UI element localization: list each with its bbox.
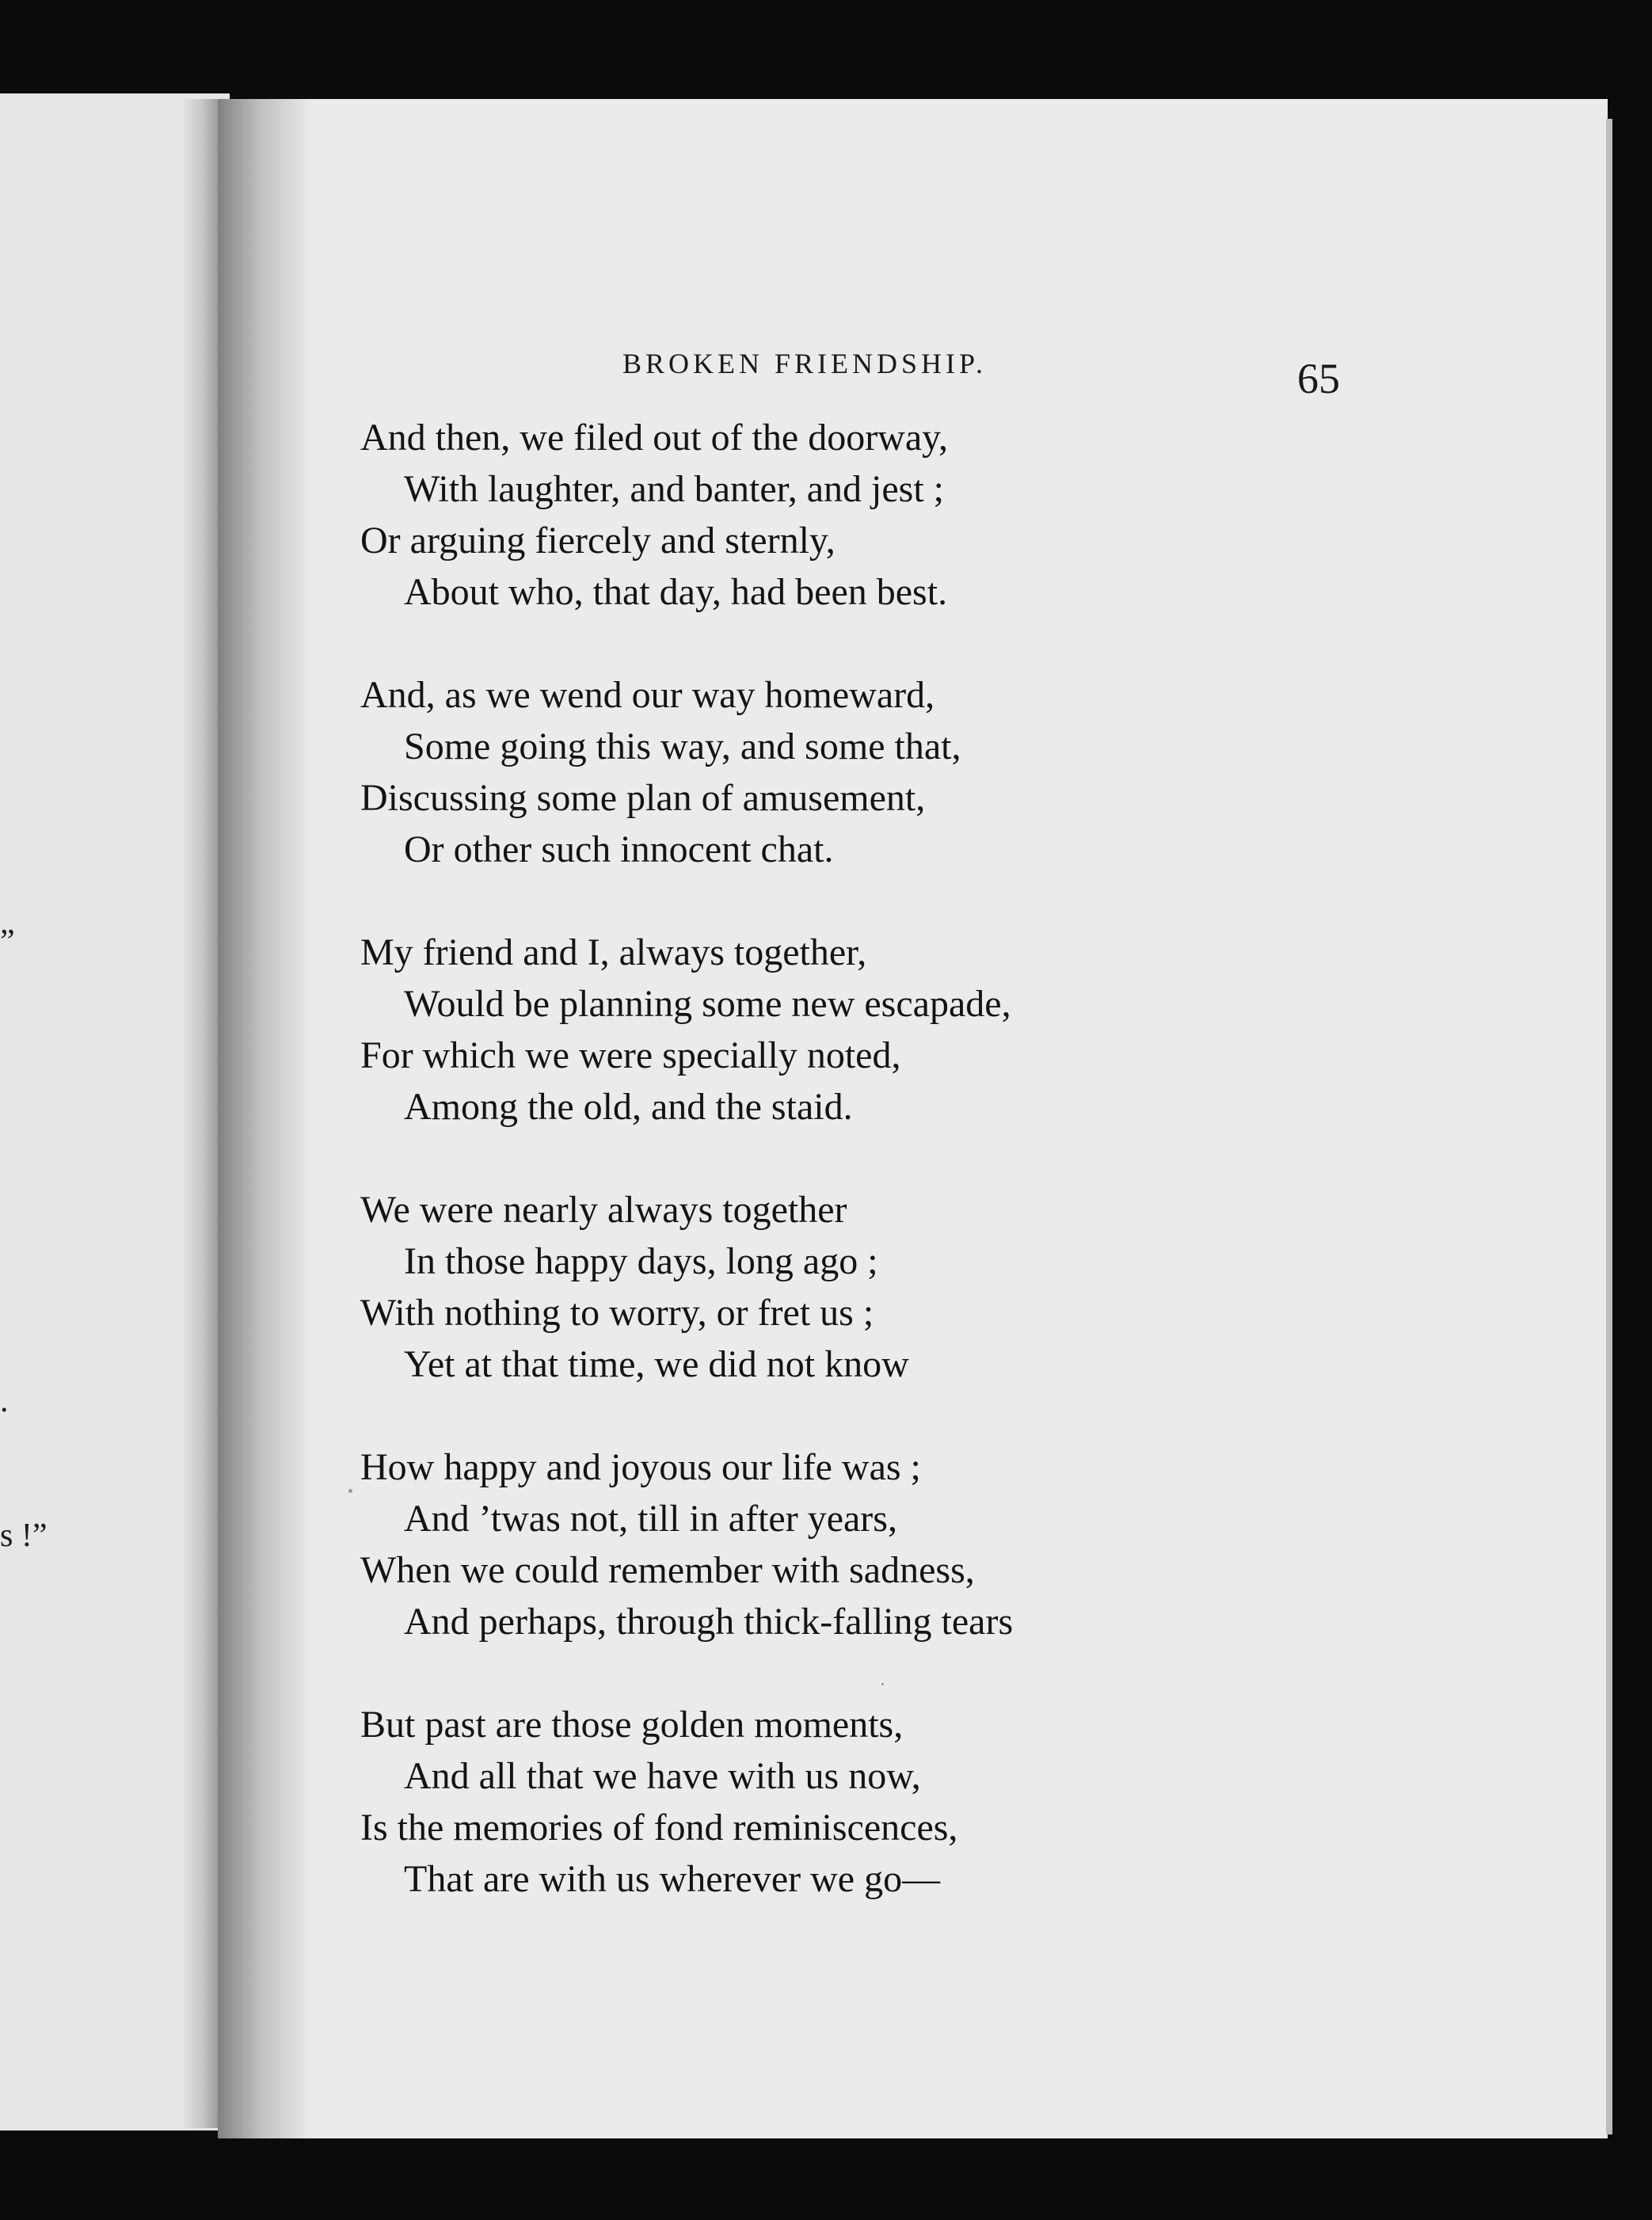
poem-line: How happy and joyous our life was ;	[360, 1446, 921, 1488]
poem-line: Or arguing fiercely and sternly,	[360, 520, 836, 562]
stanza	[360, 1184, 1548, 1390]
poem-line: Among the old, and the staid.	[404, 1086, 853, 1128]
poem-line: With nothing to worry, or fret us ;	[360, 1292, 874, 1334]
stanza	[360, 927, 1548, 1133]
poem-line: And then, we filed out of the doorway,	[360, 417, 949, 459]
poem-line: My friend and I, always together,	[360, 931, 867, 973]
poem-body	[360, 412, 1548, 1956]
poem-line: And perhaps, through thick-falling tears	[404, 1601, 1014, 1643]
left-page-fragment: s !”	[0, 1517, 48, 1554]
poem-line: About who, that day, had been best.	[404, 571, 948, 613]
poem-line: And ’twas not, till in after years,	[404, 1498, 897, 1540]
poem-line: That are with us wherever we go—	[404, 1858, 941, 1900]
running-title: BROKEN FRIENDSHIP.	[622, 348, 988, 379]
poem-line: Some going this way, and some that,	[404, 725, 961, 767]
left-page-fragment: ”	[0, 923, 15, 960]
paper-speck	[348, 1489, 352, 1493]
stanza	[360, 412, 1548, 618]
poem-line: Would be planning some new escapade,	[404, 983, 1011, 1025]
poem-line: And all that we have with us now,	[404, 1755, 921, 1797]
poem-line: But past are those golden moments,	[360, 1704, 904, 1746]
poem-line: When we could remember with sadness,	[360, 1549, 975, 1591]
stanza	[360, 1699, 1548, 1905]
page-number: 65	[1297, 355, 1340, 402]
poem-line: In those happy days, long ago ;	[404, 1240, 878, 1282]
poem-line: We were nearly always together	[360, 1189, 847, 1231]
poem-line: Or other such innocent chat.	[404, 828, 834, 870]
page-edge	[1606, 119, 1612, 2134]
left-page-fragment: .	[0, 1383, 9, 1419]
stanza	[360, 669, 1548, 875]
poem-line: For which we were specially noted,	[360, 1034, 901, 1076]
poem-line: Is the memories of fond reminiscences,	[360, 1807, 958, 1849]
page-shadow	[218, 99, 313, 2138]
poem-line: With laughter, and banter, and jest ;	[404, 468, 945, 510]
stanza	[360, 1441, 1548, 1647]
poem-line: Yet at that time, we did not know	[404, 1343, 909, 1385]
poem-line: Discussing some plan of amusement,	[360, 777, 926, 819]
poem-line: And, as we wend our way homeward,	[360, 674, 935, 716]
